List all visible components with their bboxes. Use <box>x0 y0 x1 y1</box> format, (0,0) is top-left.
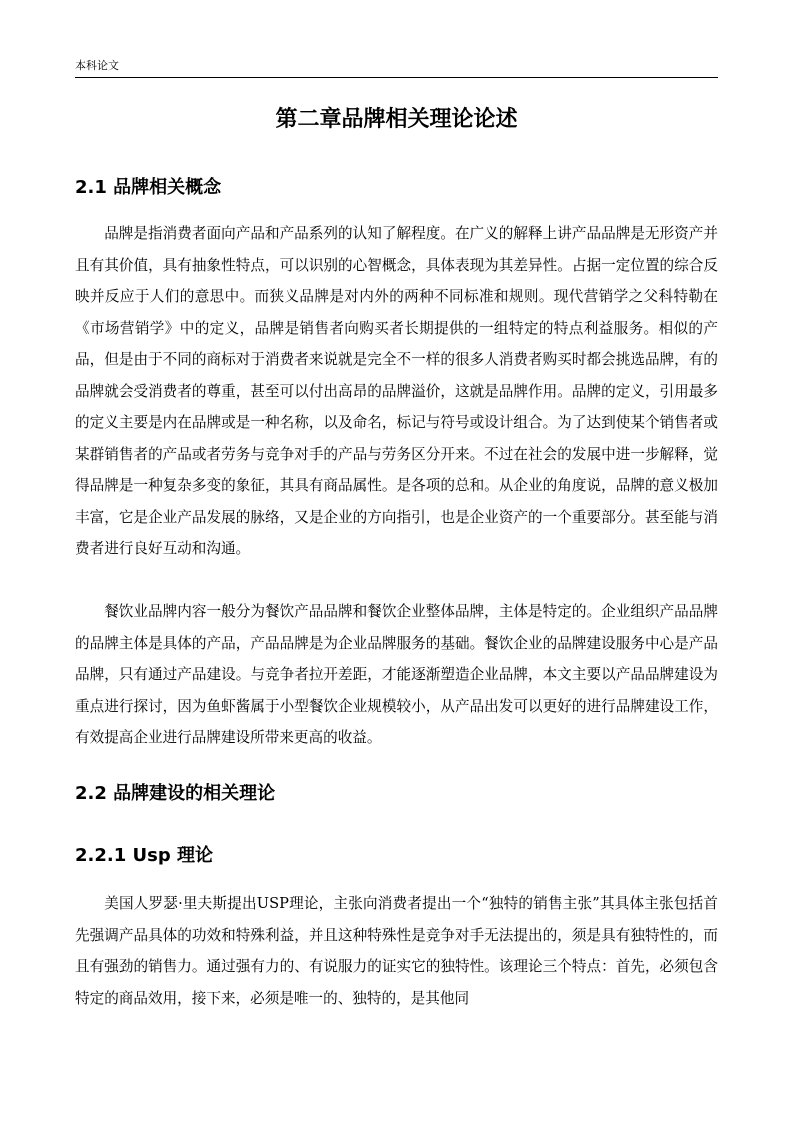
section-heading-2-1: 2.1 品牌相关概念 <box>75 177 222 198</box>
running-header: 本科论文 <box>75 59 119 72</box>
header-divider <box>75 77 718 78</box>
paragraph-2-1-1: 品牌是指消费者面向产品和产品系列的认知了解程度。在广义的解释上讲产品品牌是无形资产并且有其价值，具有抽象性特点，可以识别的心智概念，具体表现为其差异性。占据一定位置的综合反映并反应于人们的意思中。而狭义品牌是对内外的两种不同标准和规则。现代营销学之父科特勒在《市场营销学》中的定义，品牌是销售者向购买者长期提供的一组特定的特点利益服务。相似的产品，但是由于不同的商标对于消费者来说就是完全不一样的很多人消费者购买时都会挑选品牌，有的品牌就会受消费者的尊重，甚至可以付出高昂的品牌溢价，这就是品牌作用。品牌的定义，引用最多的定义主要是内在品牌或是一种名称，以及命名，标记与符号或设计组合。为了达到使某个销售者或某群销售者的产品或者劳务与竞争对手的产品与劳务区分开来。不过在社会的发展中进一步解释，觉得品牌是一种复杂多变的象征，其具有商品属性。是各项的总和。从企业的角度说，品牌的意义极加丰富，它是企业产品发展的脉络，又是企业的方向指引，也是企业资产的一个重要部分。甚至能与消费者进行良好互动和沟通。 <box>75 225 718 557</box>
section-heading-2-2-1: 2.2.1 Usp 理论 <box>75 845 213 866</box>
chapter-title: 第二章品牌相关理论论述 <box>275 107 518 132</box>
paragraph-2-1-2: 餐饮业品牌内容一般分为餐饮产品品牌和餐饮企业整体品牌，主体是特定的。企业组织产品品牌的品牌主体是具体的产品，产品品牌是为企业品牌服务的基础。餐饮企业的品牌建设服务中心是产品品牌，只有通过产品建设。与竞争者拉开差距，才能逐渐塑造企业品牌，本文主要以产品品牌建设为重点进行探讨，因为鱼虾酱属于小型餐饮企业规模较小，从产品出发可以更好的进行品牌建设工作，有效提高企业进行品牌建设所带来更高的收益。 <box>75 603 718 746</box>
paragraph-2-2-1-1: 美国人罗瑟·里夫斯提出USP理论，主张向消费者提出一个“独特的销售主张”其具体主张包括首先强调产品具体的功效和特殊利益，并且这种特殊性是竞争对手无法提出的，须是具有独特性的，而且有强劲的销售力。通过强有力的、有说服力的证实它的独特性。该理论三个特点：首先，必须包含特定的商品效用，接下来，必须是唯一的、独特的，是其他同 <box>75 895 718 1007</box>
section-heading-2-2: 2.2 品牌建设的相关理论 <box>75 783 276 804</box>
